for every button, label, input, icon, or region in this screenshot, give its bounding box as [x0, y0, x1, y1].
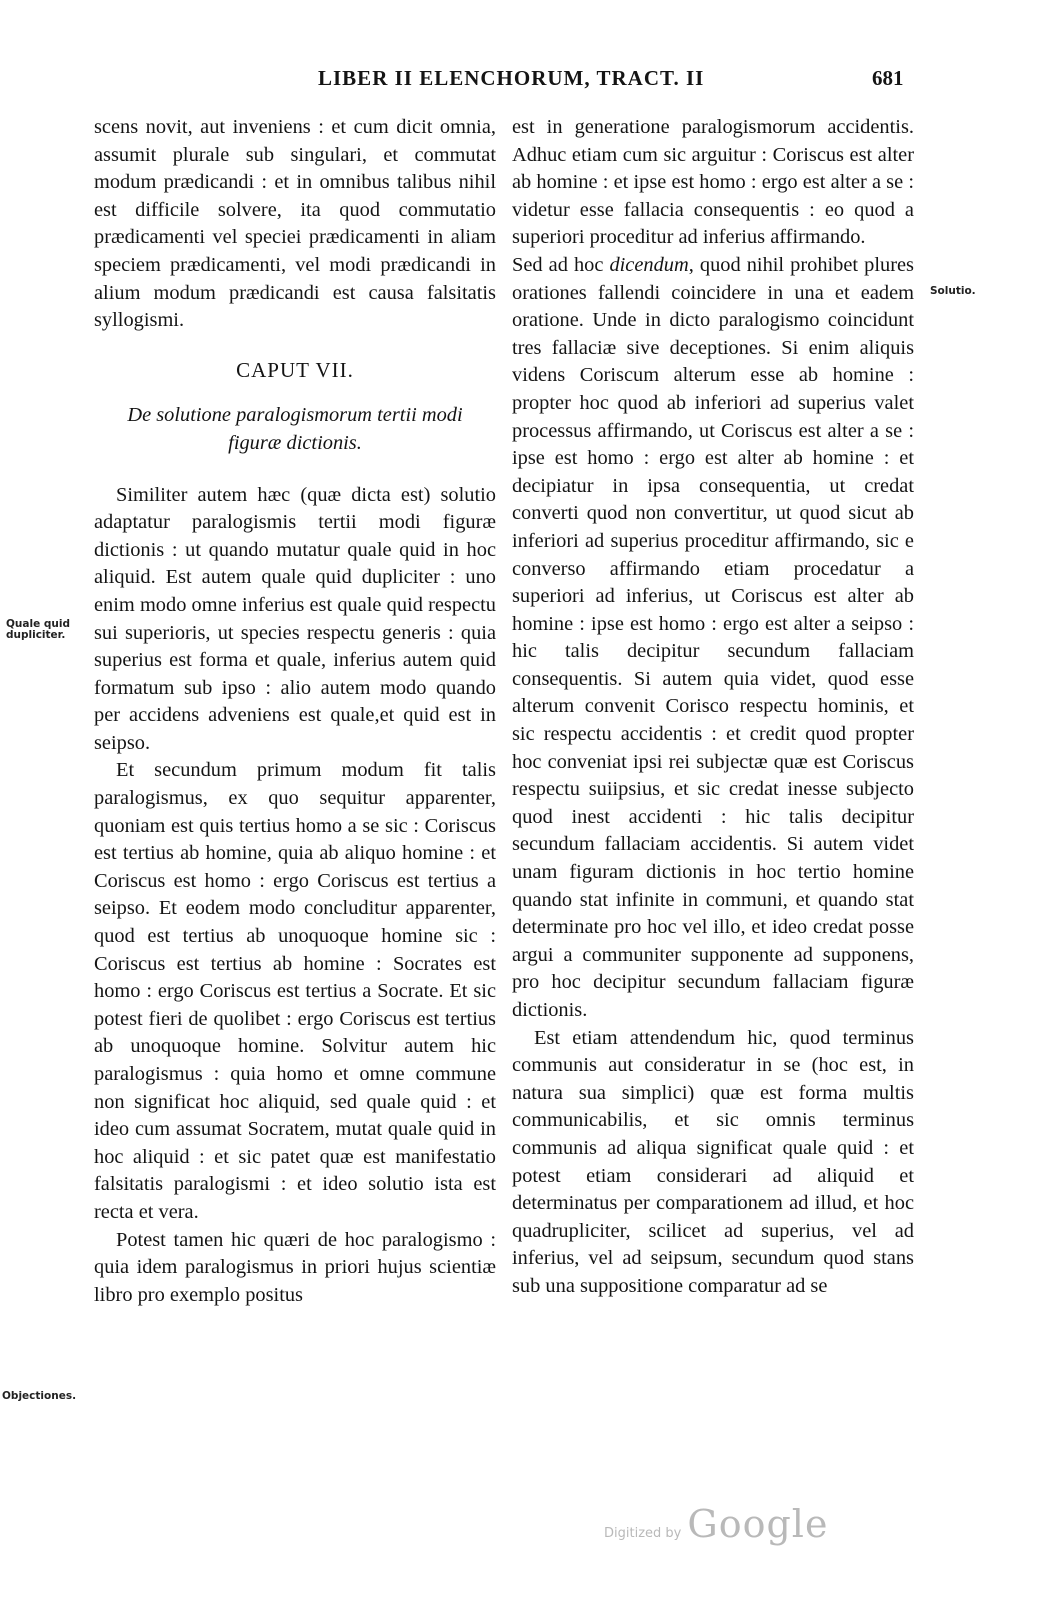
- paragraph: est in generatione paralogismorum accidentis. Adhuc etiam cum sic arguitur : Coriscus est alter ab homine : et ipse est homo : ergo est alter a se : videtur esse fallacia consequentis : eo quod a superiori proceditur ad inferius affirmando.: [512, 116, 914, 249]
- page-number: 681: [872, 66, 904, 90]
- paragraph-text: , quod nihil prohibet plures orationes fallendi coincidere in una et eadem oratione. Unde in dicto paralogismo coincidunt tres fallaciæ sive deceptiones. Si enim aliquis videns Coriscum alterum esse ab homine : propter hoc quod ab inferiori ad superius valet processus affirmando, ut Coriscus est alter a se : ipse est homo : ergo est alter ab homine : et decipiatur in ipsa consequentia, ut credat converti quod non convertitur, ut quod sicut ab inferiori ad superius proceditur affirmando, sic e converso affirmando etiam procedatur a superiori ad inferius, ut Coriscus est alter ab homine : ipse est homo : ergo est alter a seipso : hic talis decipitur secundum fallaciam consequentis. Si autem quia videt, quod esse alterum convenit Corisco respectu hominis, et sic respectu accidentis : et credit quod propter hoc conveniat ipsi rei subjectæ quæ est Coriscus respectu suiipsius, et sic credat inesse subjecto quod inest accidenti : hic talis decipitur secundum fallaciam accidentis. Si autem videt unam figuram dictionis in hoc tertio homine quando stat infinite in communi, et quando stat determinate pro hoc vel illo, et ideo credat posse argui a communiter supponente ad supponens, pro hoc decipitur secundum fallaciam figuræ dictionis.: [512, 253, 914, 1021]
- left-column: [94, 114, 496, 1309]
- paragraph: scens novit, aut inveniens : et cum dicit omnia, assumit plurale sub singulari, et commutat modum prædicandi : et in omnibus talibus nihil est difficile solvere, ita quod commutatio prædicamenti vel speciei prædicamenti in aliam speciem prædicamenti, vel modi prædicandi in alium modum prædicandi est causa falsitatis syllogismi.: [94, 116, 496, 332]
- paragraph: Et secundum primum modum fit talis paralogismus, ex quo sequitur apparenter, quoniam est quis tertius homo a se sic : Coriscus est tertius ab homine, quia ab aliquo homine : et Coriscus est homo : ergo Coriscus est tertius a seipso. Et eodem modo concluditur apparenter, quod est tertius ab unoquoque homine sic : Coriscus est tertius ab homine : Socrates est homo : ergo Coriscus est tertius a Socrate. Et sic potest fieri de quolibet : ergo Coriscus est tertius ab unoquoque homine. Solvitur autem hic paralogismus : quia homo et omne commune non significat hoc aliquid, sed quale quid : et ideo cum assumat Socratem, mutat quale quid in hoc aliquid : et sic patet quæ est manifestatio falsitatis paralogismi : et ideo solutio ista est recta et vera.: [94, 759, 496, 1223]
- right-column: [512, 114, 914, 1301]
- margin-note-quale-quid: [6, 619, 70, 641]
- google-logo: Google: [687, 1502, 829, 1546]
- margin-note-solutio: Solutio.: [930, 285, 976, 297]
- paragraph: Potest tamen hic quæri de hoc paralogismo : quia idem paralogismus in priori hujus scientiæ libro pro exemplo positus: [94, 1228, 496, 1306]
- paragraph: Est etiam attendendum hic, quod terminus communis aut consideratur in se (hoc est, in natura sua simplici) quæ est forma multis communicabilis, et sic omnis terminus communis ad aliqua significat quale quid : et potest etiam considerari ad aliquid et determinatus per comparationem ad illud, et hoc quadrupliciter, scilicet ad superius, vel ad inferius, vel ad seipsum, secundum quod stans sub una suppositione comparatur ad se: [512, 1026, 914, 1297]
- watermark: [604, 1502, 828, 1546]
- margin-note-line: dupliciter.: [6, 629, 66, 641]
- paragraph-text: Sed ad hoc: [512, 253, 610, 276]
- watermark-prefix: Digitized by: [604, 1526, 682, 1541]
- margin-note-objectiones: Objectiones.: [2, 1390, 77, 1402]
- chapter-heading: CAPUT VII.: [236, 357, 354, 382]
- running-head: LIBER II ELENCHORUM, TRACT. II: [318, 66, 705, 90]
- paragraph: [512, 252, 914, 1025]
- chapter-title: De solutione paralogismorum tertii modi figuræ dictionis.: [127, 404, 463, 454]
- paragraph: Similiter autem hæc (quæ dicta est) solutio adaptatur paralogismis tertii modi figuræ dictionis : ut quando mutatur quale quid in hoc aliquid. Est autem quale quid dupliciter : uno enim modo omne inferius est quale quid respectu sui superioris, ut species respectu generis : quia superius est forma et quale, inferius autem quid formatum sub ipso : alio autem modo quando per accidens adveniens est quale,et quid est in seipso.: [94, 483, 496, 754]
- margin-note-line: Quale quid: [6, 618, 70, 630]
- emphasis-text: dicendum: [609, 253, 689, 276]
